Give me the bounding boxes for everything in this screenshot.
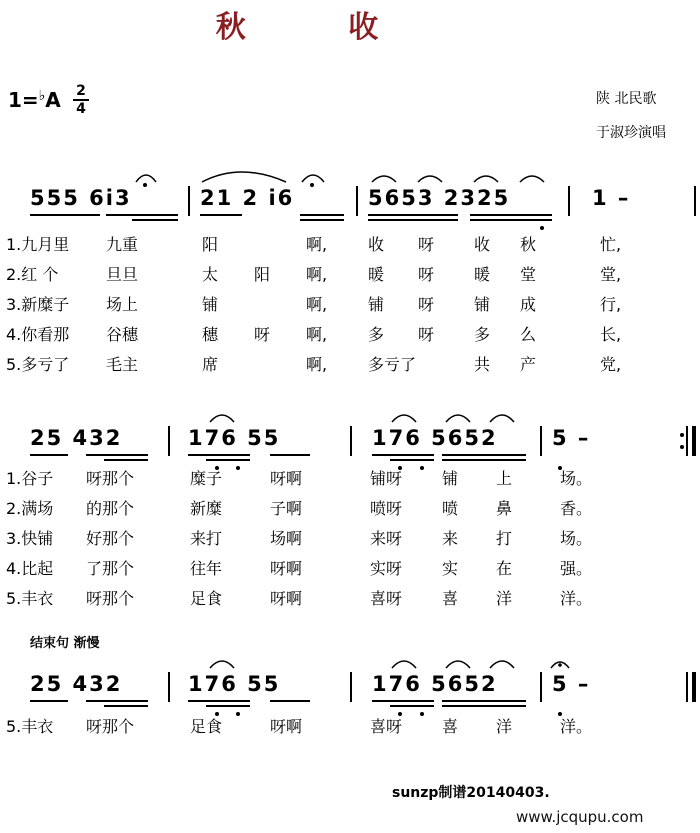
slur — [418, 176, 442, 182]
ending-measure-3: 176 5652 — [372, 672, 498, 696]
slur — [392, 661, 416, 668]
slur — [446, 415, 470, 422]
slur — [372, 176, 396, 182]
slur — [210, 415, 234, 422]
slur — [446, 661, 470, 668]
slur — [392, 415, 416, 422]
slur — [210, 661, 234, 668]
measure-7-notes: 176 5652 — [372, 426, 498, 450]
credit-singer: 于淑珍演唱 — [596, 125, 666, 141]
meter-top: 2 — [76, 83, 86, 99]
ending-measure-4: 5 – — [552, 672, 591, 696]
credit-origin: 陕 北民歌 — [596, 91, 657, 107]
measure-3-notes: 5653 2325 — [368, 186, 511, 210]
ending-label: 结束句 渐慢 — [30, 636, 100, 651]
measure-4-notes: 1 – — [592, 186, 631, 210]
key-prefix: 1= — [8, 88, 39, 112]
flat-sign: ♭ — [38, 88, 46, 104]
fermata-dot — [558, 663, 562, 667]
meter-bottom: 4 — [76, 101, 86, 117]
measure-1-notes: 555 6i3 — [30, 186, 132, 210]
slur — [520, 176, 544, 182]
slur — [302, 175, 324, 182]
measure-8-notes: 5 – — [552, 426, 591, 450]
slur — [490, 415, 514, 422]
slur — [474, 176, 498, 182]
page-title: 秋 收 — [215, 10, 425, 45]
ending-measure-1: 25 432 — [30, 672, 123, 696]
transcriber-credit: sunzp制谱20140403. — [392, 785, 550, 801]
measure-5-notes: 25 432 — [30, 426, 123, 450]
slur — [136, 175, 156, 182]
watermark-text: www.jcqupu.com — [516, 808, 644, 826]
ending-measure-2: 176 55 — [188, 672, 281, 696]
measure-2-notes: 21 2 i6 — [200, 186, 295, 210]
key-tonic: A — [45, 88, 61, 112]
slur — [202, 172, 286, 182]
slur — [490, 661, 514, 668]
measure-6-notes: 176 55 — [188, 426, 281, 450]
